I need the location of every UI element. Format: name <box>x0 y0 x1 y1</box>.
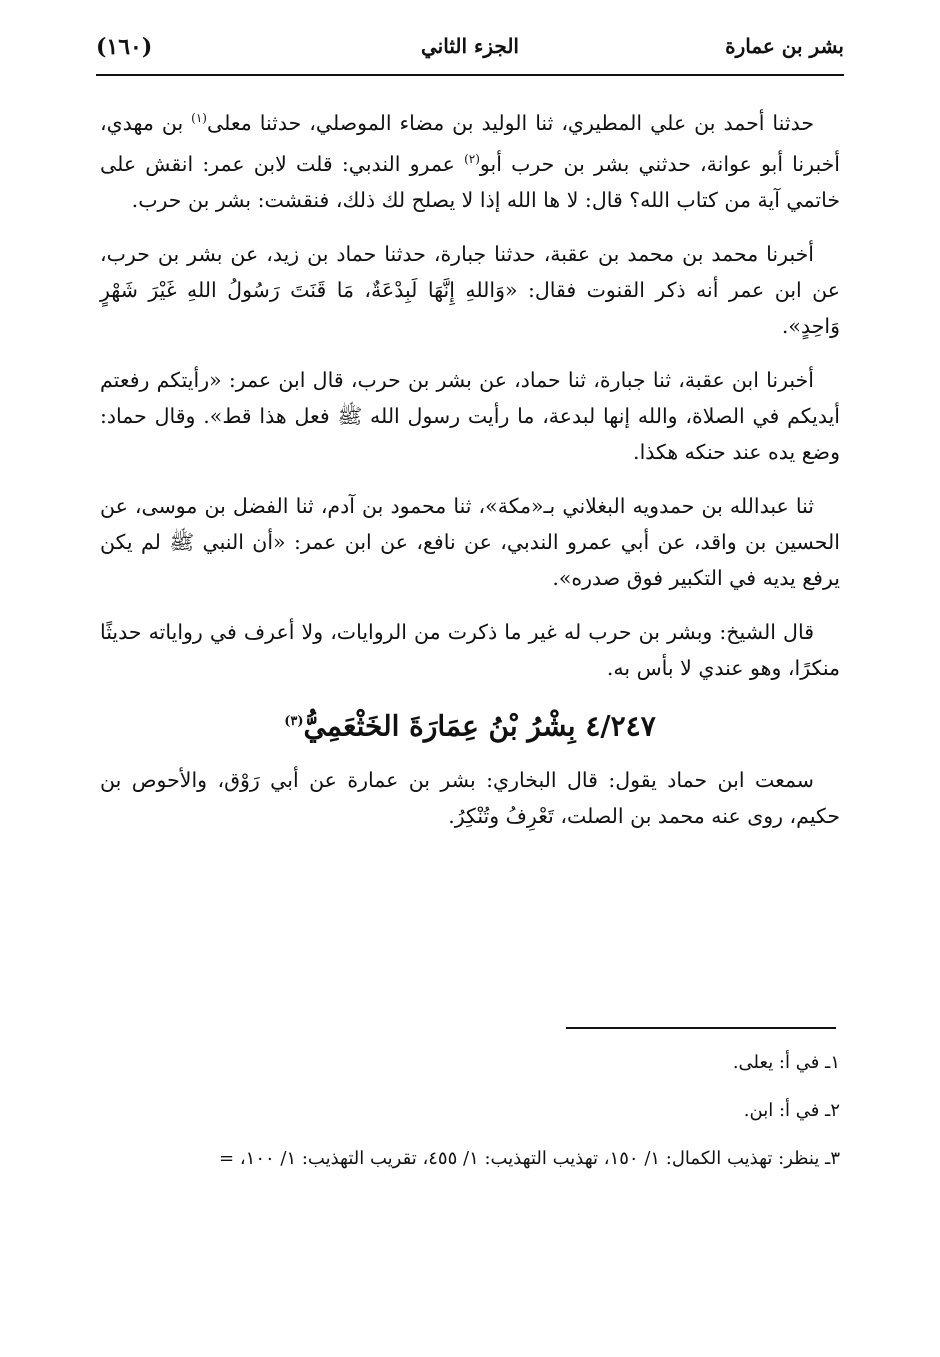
footnotes <box>60 1050 840 1194</box>
page-header <box>96 34 844 70</box>
paragraph-1: حدثنا أحمد بن علي المطيري، ثنا الوليد بن مضاء الموصلي، حدثنا معلى$^{(١)}$ بن مهدي، أخبرنا أبو عوانة، حدثني بشر بن حرب أبو$^{(٢)}$ عمرو الندبي: قلت لابن عمر: انقش على خاتمي آية من كتاب الله؟ قال: لا ها الله إذا لا يصلح لك ذلك، فنقشت: بشر بن حرب. <box>100 110 840 212</box>
running-title: بشر بن عمارة <box>725 34 844 58</box>
footnote-divider <box>566 1027 836 1029</box>
volume-title: الجزء الثاني <box>421 34 519 58</box>
page-number: (١٦٠) <box>96 34 153 60</box>
footnote-3: ٣ـ ينظر: تهذيب الكمال: ١/ ١٥٠، تهذيب التهذيب: ١/ ٤٥٥، تقريب التهذيب: ١/ ١٠٠، = <box>219 1148 840 1169</box>
entry-heading: ٤/٢٤٧ بِشْرُ بْنُ عِمَارَةَ الخَثْعَمِيُّ$^{(٣)}$ <box>284 708 656 742</box>
header-divider <box>96 74 844 76</box>
footnote-ref-2: (٢) <box>464 151 480 166</box>
paragraph-6: سمعت ابن حماد يقول: قال البخاري: بشر بن عمارة عن أبي رَوْق، والأحوص بن حكيم، روى عنه محمد بن الصلت، تَعْرِفُ وتُنْكِرُ. <box>100 767 840 828</box>
paragraph-4: ثنا عبدالله بن حمدويه البغلاني بـ«مكة»، ثنا محمود بن آدم، ثنا الفضل بن موسى، عن الحسين بن واقد، عن أبي عمرو الندبي، عن نافع، عن ابن عمر: «أن النبي ﷺ لم يكن يرفع يديه في التكبير فوق صدره». <box>100 493 840 590</box>
footnote-2: ٢ـ في أ: ابن. <box>743 1100 840 1121</box>
paragraph-3: أخبرنا ابن عقبة، ثنا جبارة، ثنا حماد، عن بشر بن حرب، قال ابن عمر: «رأيتكم رفعتم أيديكم في الصلاة، والله إنها لبدعة، ما رأيت رسول الله ﷺ فعل هذا قط». وقال حماد: وضع يده عند حنكه هكذا. <box>100 367 840 464</box>
footnote-ref-3: (٣) <box>284 713 304 729</box>
footnote-ref-1: (١) <box>191 111 207 125</box>
main-text <box>100 100 840 852</box>
footnote-1: ١ـ في أ: يعلى. <box>732 1052 840 1073</box>
paragraph-2: أخبرنا محمد بن محمد بن عقبة، حدثنا جبارة، حدثنا حماد بن زيد، عن بشر بن حرب، عن ابن عمر أنه ذكر القنوت فقال: «وَاللهِ إِنَّهَا لَبِدْعَةٌ، مَا قَنَتَ رَسُولُ اللهِ غَيْرَ شَهْرٍ وَاحِدٍ». <box>100 241 840 338</box>
paragraph-5: قال الشيخ: وبشر بن حرب له غير ما ذكرت من الروايات، ولا أعرف في رواياته حديثًا منكرًا، وهو عندي لا بأس به. <box>100 619 840 680</box>
